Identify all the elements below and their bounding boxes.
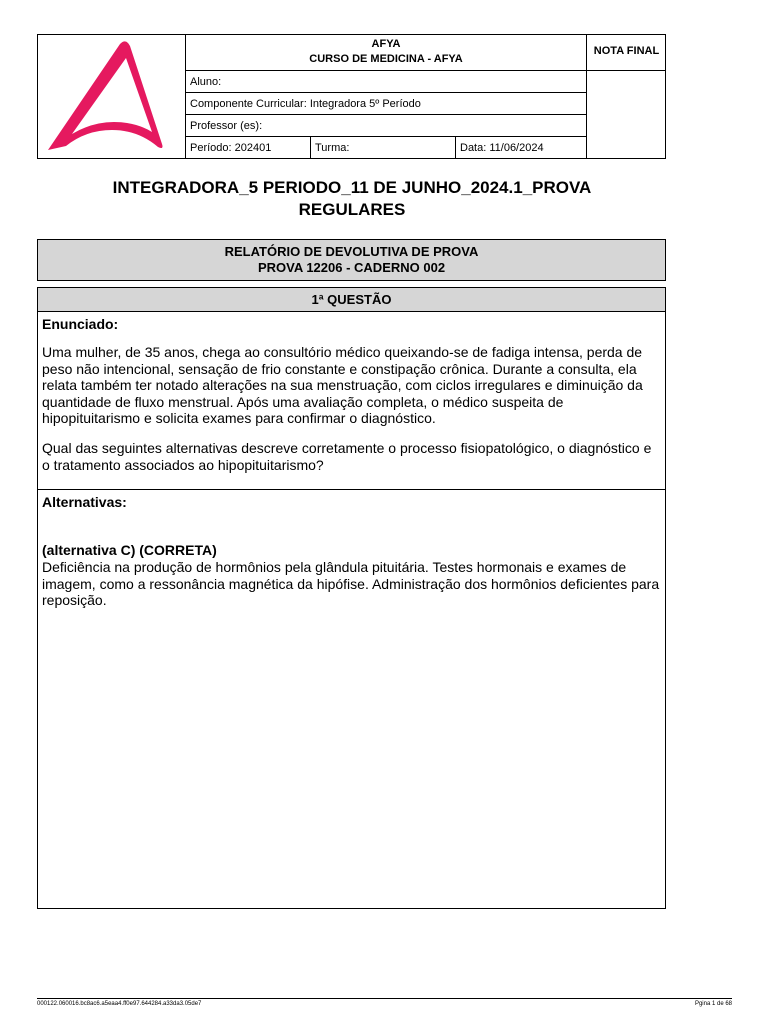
final-grade-label: NOTA FINAL [593, 45, 660, 57]
correct-alternative-label: (alternativa C) (CORRETA) [42, 542, 217, 558]
report-header [37, 239, 666, 281]
component-field: Componente Curricular: Integradora 5º Período [190, 97, 421, 110]
report-exam-code: PROVA 12206 - CADERNO 002 [257, 260, 446, 275]
statement-divider [38, 489, 665, 490]
afya-logo-icon [42, 38, 182, 154]
student-field: Aluno: [190, 75, 222, 88]
class-field: Turma: [315, 142, 350, 154]
footer-divider [37, 998, 732, 999]
institution-name: AFYA [371, 38, 401, 50]
date-field: Data: 11/06/2024 [460, 142, 544, 154]
page-number: Pgina 1 de 68 [694, 1001, 732, 1007]
alternatives-heading: Alternativas: [42, 494, 127, 510]
statement-heading: Enunciado: [42, 316, 119, 332]
correct-alternative-text: Deficiência na produção de hormônios pela glândula pituitária. Testes hormonais e exames de imagem, como a ressonância magnética da hipófise. Administração dos hormônios deficientes para reposição. [42, 559, 660, 608]
period-field: Período: 202401 [190, 142, 272, 154]
exam-title: INTEGRADORA_5 PERIODO_11 DE JUNHO_2024.1_PROVA REGULARES [112, 178, 592, 219]
statement-text: Uma mulher, de 35 anos, chega ao consultório médico queixando-se de fadiga intensa, perda de peso não intencional, sensação de frio constante e constipação crônica. Durante a consulta, ela relata também ter notado alterações na sua menstruação, com ciclos irregulares e diminuição da quantidade de fluxo menstrual. Após uma avaliação completa, o médico suspeita de hipopituitarismo e solicita exames para confirmar o diagnóstico. [42, 344, 643, 426]
row-line [586, 70, 666, 71]
question-prompt: Qual das seguintes alternativas descreve corretamente o processo fisiopatológico, o diagnóstico e o tratamento associados ao hipopituitarismo? [42, 440, 652, 473]
report-title: RELATÓRIO DE DEVOLUTIVA DE PROVA [224, 244, 479, 259]
footer-hash: 000122.060016.bc8ac6.a5eaa4.ff0e97.644284.a33da3.05de7 [37, 1001, 202, 1007]
course-name: CURSO DE MEDICINA - AFYA [309, 53, 463, 65]
question-number: 1ª QUESTÃO [38, 288, 665, 312]
professor-field: Professor (es): [190, 119, 263, 132]
